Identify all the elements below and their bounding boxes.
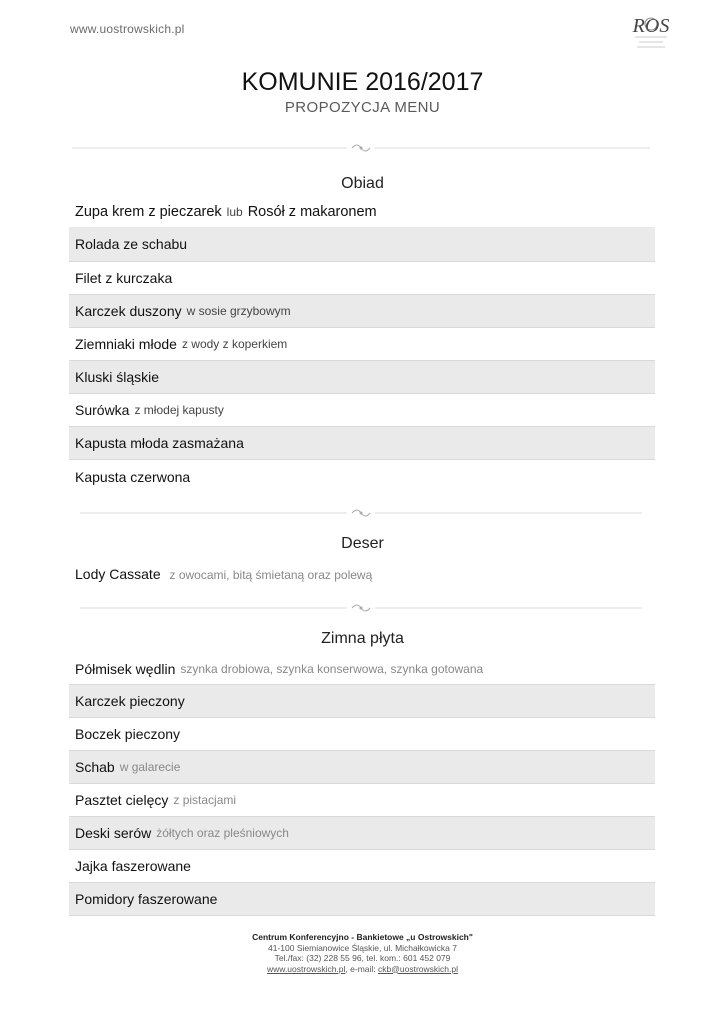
menu-item [69, 460, 655, 493]
menu-item [69, 817, 655, 850]
menu-item [69, 361, 655, 394]
item-name: Rolada ze schabu [75, 236, 188, 252]
item-name: Karczek duszony [75, 303, 182, 319]
section-title-obiad: Obiad [341, 175, 384, 192]
item-note: żółtych oraz pleśniowych [156, 826, 289, 840]
item-name: Zupa krem z pieczarek [75, 204, 222, 220]
item-note: z młodej kapusty [134, 403, 224, 417]
item-name: Karczek pieczony [75, 693, 185, 709]
footer-links [0, 964, 725, 975]
item-name: Lody Cassate [75, 566, 161, 582]
item-note: szynka drobiowa, szynka konserwowa, szynka gotowana [180, 661, 484, 676]
menu-item [69, 394, 655, 427]
item-name: Boczek pieczony [75, 726, 181, 742]
item-note: z pistacjami [173, 793, 237, 807]
menu-item [69, 751, 655, 784]
page-title: KOMUNIE 2016/2017 [241, 68, 484, 96]
item-name: Pasztet cielęcy [75, 792, 169, 808]
footer-email-link[interactable]: ckb@uostrowskich.pl [378, 963, 458, 974]
item-name: Pomidory faszerowane [75, 891, 218, 907]
item-name: Ziemniaki młode [75, 336, 177, 352]
menu-item [75, 566, 372, 582]
ornament-divider [72, 602, 650, 614]
uostrowskich-monogram-logo [625, 10, 677, 56]
menu-item [69, 197, 655, 227]
item-name: Półmisek wędlin [75, 660, 176, 677]
item-name: Rosół z makaronem [247, 204, 377, 220]
menu-item [69, 227, 655, 262]
section-title-deser: Deser [341, 535, 384, 552]
footer-email-label: , e-mail: [345, 963, 379, 974]
menu-zimna-plyta [69, 653, 655, 916]
item-note: w sosie grzybowym [186, 304, 291, 318]
menu-item [69, 427, 655, 460]
menu-item [69, 653, 655, 685]
item-name: Jajka faszerowane [75, 858, 191, 874]
section-title-zimna-plyta: Zimna płyta [321, 630, 404, 647]
menu-item [69, 850, 655, 883]
item-name: Filet z kurczaka [75, 270, 173, 286]
menu-item [69, 883, 655, 916]
item-note: lub [226, 205, 243, 219]
item-note: z wody z koperkiem [181, 337, 288, 351]
menu-item [69, 685, 655, 718]
footer-website-link[interactable]: www.uostrowskich.pl [267, 963, 346, 974]
menu-item [69, 718, 655, 751]
item-note: w galarecie [119, 760, 181, 774]
page-subtitle: PROPOZYCJA MENU [284, 99, 441, 116]
item-name: Deski serów [75, 825, 152, 841]
item-note: z owocami, bitą śmietaną oraz polewą [169, 568, 373, 582]
svg-text:ROS: ROS [632, 15, 670, 37]
website-url[interactable]: www.uostrowskich.pl [70, 22, 185, 36]
menu-obiad [69, 197, 655, 493]
ornament-divider [72, 142, 650, 154]
item-name: Kapusta czerwona [75, 468, 191, 485]
item-name: Kapusta młoda zasmażana [75, 435, 244, 451]
footer-company-name: Centrum Konferencyjno - Bankietowe „u Ostrowskich" [252, 932, 473, 942]
footer-phones: Tel./fax: (32) 228 55 96, tel. kom.: 601 452 079 [274, 953, 451, 963]
footer-contact [0, 932, 725, 974]
menu-item [69, 295, 655, 328]
menu-item [69, 784, 655, 817]
item-name: Surówka [75, 402, 130, 418]
footer-address: 41-100 Siemianowice Śląskie, ul. Michałkowicka 7 [268, 942, 457, 953]
item-name: Schab [75, 759, 115, 775]
menu-item [69, 262, 655, 295]
ornament-divider [72, 507, 650, 519]
menu-item [69, 328, 655, 361]
item-name: Kluski śląskie [75, 369, 160, 385]
